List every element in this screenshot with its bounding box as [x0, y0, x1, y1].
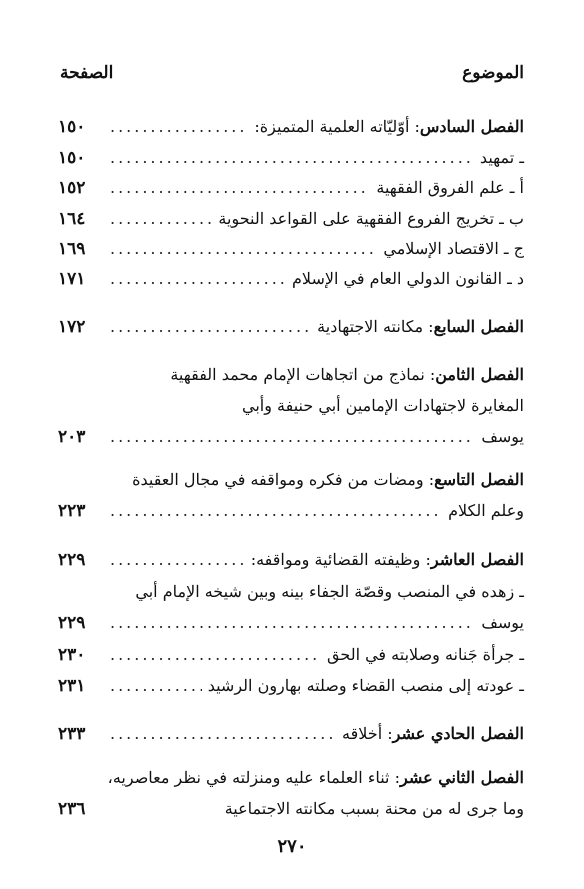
toc-entry-a: [58, 173, 524, 204]
toc-entry-c: [58, 234, 524, 265]
entry-title: : أوّليّاته العلمية المتميزة:: [254, 117, 420, 136]
entry-title: ـ تمهيد: [479, 148, 524, 167]
entry-title: ب ـ تخريج الفروع الفقهية على القواعد النحوية: [218, 209, 524, 228]
page-number: ٢٠٣: [58, 427, 86, 447]
entry-title: ـ عودته إلى منصب القضاء وصلته بهارون الرشيد: [207, 676, 524, 695]
entry-title: أ ـ علم الفروق الفقهية: [376, 178, 524, 197]
toc-entry-courage: [58, 640, 524, 671]
entry-title: : وظيفته القضائية ومواقفه:: [250, 550, 431, 569]
dot-leader: [110, 143, 474, 173]
entry-title: د ـ القانون الدولي العام في الإسلام: [292, 269, 524, 288]
toc-entry-asceticism: [58, 577, 524, 639]
entry-title: ـ جرأة جَنانه وصلابته في الحق: [327, 645, 524, 664]
footer-page-number: ٢٧٠: [277, 836, 307, 857]
toc-entry-chapter-10: [58, 545, 524, 576]
entry-title-line: يوسف: [481, 427, 524, 446]
entry-title-line: ـ زهده في المنصب وقصّة الجفاء بينه وبين شيخه الإمام أبي: [135, 582, 524, 601]
page-number: ٢٣٣: [58, 724, 86, 744]
dot-leader: [110, 608, 475, 638]
chapter-label: الفصل الحادي عشر: [392, 724, 524, 743]
page-number: ١٧٢: [58, 317, 86, 337]
dot-leader: [110, 640, 321, 670]
topic-column-heading: الموضوع: [462, 63, 524, 83]
chapter-label: الفصل الثاني عشر: [399, 768, 524, 787]
entry-title-line: المغايرة لاجتهادات الإمامين أبي حنيفة وأبي: [242, 396, 524, 415]
chapter-label: الفصل السادس: [419, 117, 524, 136]
dot-leader: [110, 496, 442, 526]
chapter-label: الفصل السابع: [433, 317, 524, 336]
page-number: ٢٣١: [58, 676, 86, 696]
page-number: ١٧١: [58, 269, 86, 289]
toc-entry-return-to-judiciary: [58, 671, 524, 702]
entry-title-line: وعلم الكلام: [448, 501, 524, 520]
page-number: ١٥٢: [58, 178, 86, 198]
page-number: ٢٣٠: [58, 645, 86, 665]
page-number: ١٥٠: [58, 117, 86, 137]
dot-leader: [110, 719, 336, 749]
page-number: ٢٣٦: [58, 799, 86, 819]
page-number: ١٥٠: [58, 148, 86, 168]
entry-title-line: وما جرى له من محنة بسبب مكانته الاجتماعية: [224, 799, 524, 818]
chapter-label: الفصل الثامن: [435, 365, 524, 384]
entry-title: : مكانته الاجتهادية: [317, 317, 434, 336]
toc-entry-intro: [58, 143, 524, 174]
toc-entry-b: [58, 204, 524, 235]
page-number: ٢٢٩: [58, 550, 86, 570]
dot-leader: [110, 422, 475, 452]
dot-leader: [110, 234, 377, 264]
page-number: ١٦٤: [58, 209, 86, 229]
dot-leader: [110, 545, 245, 575]
toc-entry-chapter-7: [58, 312, 524, 343]
toc-entry-chapter-12: [58, 763, 524, 825]
dot-leader: [110, 671, 202, 701]
page-column-heading: الصفحة: [60, 63, 114, 83]
entry-title-line: : ثناء العلماء عليه ومنزلته في نظر معاصريه،: [107, 768, 400, 787]
entry-title: : أخلاقه: [342, 724, 393, 743]
dot-leader: [110, 173, 370, 203]
toc-header: [60, 58, 524, 88]
toc-entry-d: [58, 264, 524, 295]
dot-leader: [110, 312, 311, 342]
dot-leader: [110, 112, 248, 142]
dot-leader: [110, 204, 212, 234]
toc-entry-chapter-11: [58, 719, 524, 750]
page-number: ٢٢٣: [58, 501, 86, 521]
chapter-label: الفصل العاشر: [430, 550, 524, 569]
entry-title: ج ـ الاقتصاد الإسلامي: [383, 239, 524, 258]
entry-title-line: يوسف: [481, 613, 524, 632]
page-number: ١٦٩: [58, 239, 86, 259]
entry-title-line: : ومضات من فكره ومواقفه في مجال العقيدة: [132, 470, 435, 489]
toc-entry-chapter-9: [58, 465, 524, 527]
chapter-label: الفصل التاسع: [434, 470, 524, 489]
entry-title-line: : نماذج من اتجاهات الإمام محمد الفقهية: [170, 365, 436, 384]
dot-leader: [110, 264, 286, 294]
toc-entry-chapter-6: [58, 112, 524, 143]
page-number: ٢٢٩: [58, 613, 86, 633]
toc-entry-chapter-8: [58, 360, 524, 453]
